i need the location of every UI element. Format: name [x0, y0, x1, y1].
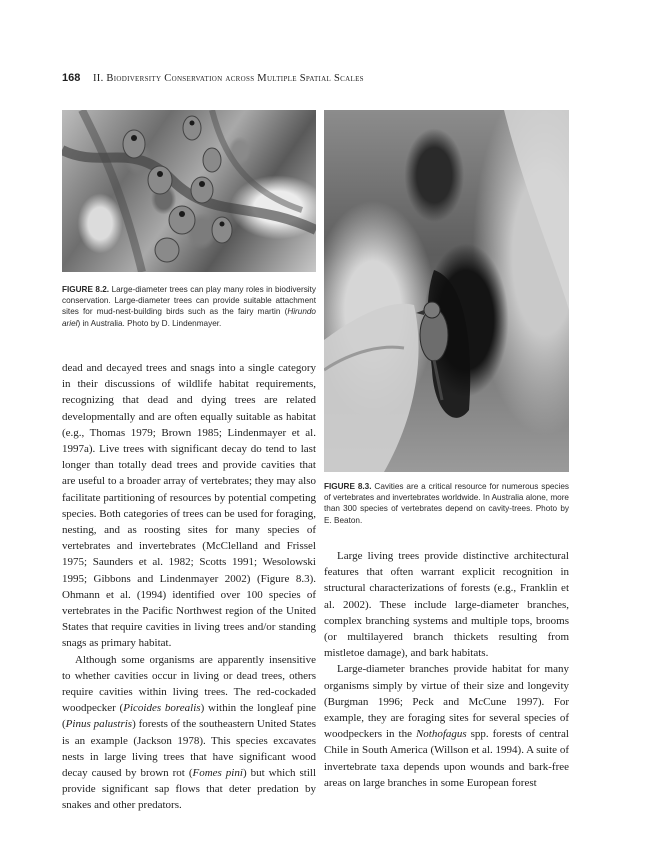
running-title: II. Biodiversity Conservation across Multiple Spatial Scales [92, 73, 364, 84]
species-name: Picoides borealis [123, 702, 201, 715]
right-paragraph-2: Large-diameter branches provide habitat for many organisms simply by virtue of their size and longevity (Burgman 1996; Peck and McCune 1997). For example, they are foraging sites for several species of woodpeckers in the Nothofagus spp. forests of central Chile in South America (Willson et al. 1994). A suite of invertebrate taxa depends upon wounds and bark-free areas on large branches in some European forest [324, 663, 569, 789]
left-text-column [62, 360, 316, 814]
figure-8-3-label: FIGURE 8.3. [324, 482, 372, 491]
right-text-column [324, 548, 569, 791]
page-number: 168 [62, 72, 81, 84]
figure-8-2-species: Hirundo ariel [62, 307, 316, 328]
species-name: Pinus palustris [65, 718, 133, 731]
genus-name: Nothofagus [415, 728, 467, 741]
left-paragraph-2: Although some organisms are apparently insensitive to whether cavities occur in living or dead trees, others require cavities within living trees. The red-cockaded woodpecker (Picoides borealis) within the longleaf pine (Pinus palustris) forests of the southeastern United States is an example (Jackson 1978). This species excavates nests in large living trees that have significant wood decay caused by brown rot (Fomes pini) but which still provide significant sap flows that deter predation by snakes and other predators. [62, 653, 316, 812]
figure-8-2-caption-end: ) in Australia. Photo by D. Lindenmayer. [77, 318, 222, 328]
figure-8-2-caption-text: Large-diameter trees can play many roles in biodiversity conservation. Large-diameter trees can provide suitable attachment sites for mud-nest-building birds such as the fairy martin ( [62, 285, 316, 317]
figure-8-2-photo [62, 110, 316, 272]
species-name: Fomes pini [192, 767, 243, 780]
figure-8-2-label: FIGURE 8.2. [62, 285, 110, 294]
figure-8-3-photo [324, 110, 569, 472]
figure-8-3-caption-text: Cavities are a critical resource for numerous species of vertebrates and invertebrates worldwide. In Australia alone, more than 300 species of vertebrates depend on cavity-trees. Photo by E. Beaton. [324, 482, 569, 525]
figure-8-3-caption [324, 481, 569, 526]
right-paragraph-1: Large living trees provide distinctive architectural features that often warrant explicit recognition in structural characterizations of forests (e.g., Franklin et al. 2002). These include large-diameter branches, complex branching systems and multiple tops, brooms (or multilayered branch thickets resulting from mistletoe damage), and bark habitats. [324, 550, 569, 660]
figure-8-2-caption [62, 284, 316, 329]
running-header [62, 72, 364, 84]
left-paragraph-1: dead and decayed trees and snags into a single category in their discussions of wildlife habitat requirements, recognizing that dead and dying trees are related developmentally and are often equally suitable as habitat (e.g., Thomas 1979; Brown 1985; Lindenmayer et al. 1997a). Live trees with significant decay do tend to last longer than totally dead trees and provide cavities that are useful to a broader array of vertebrates; they may also facilitate partitioning of resources by potential competing species. Both categories of trees can be used for foraging, nesting, and as roosting sites for many species of vertebrates and invertebrates (McClelland and Frissel 1975; Saunders et al. 1982; Scotts 1991; Wesolowski 1995; Gibbons and Lindenmayer 2002) (Figure 8.3). Ohmann et al. (1994) identified over 100 species of vertebrates in the Pacific Northwest region of the United States that require cavities in living trees and/or standing snags as primary habitat. [62, 362, 316, 650]
